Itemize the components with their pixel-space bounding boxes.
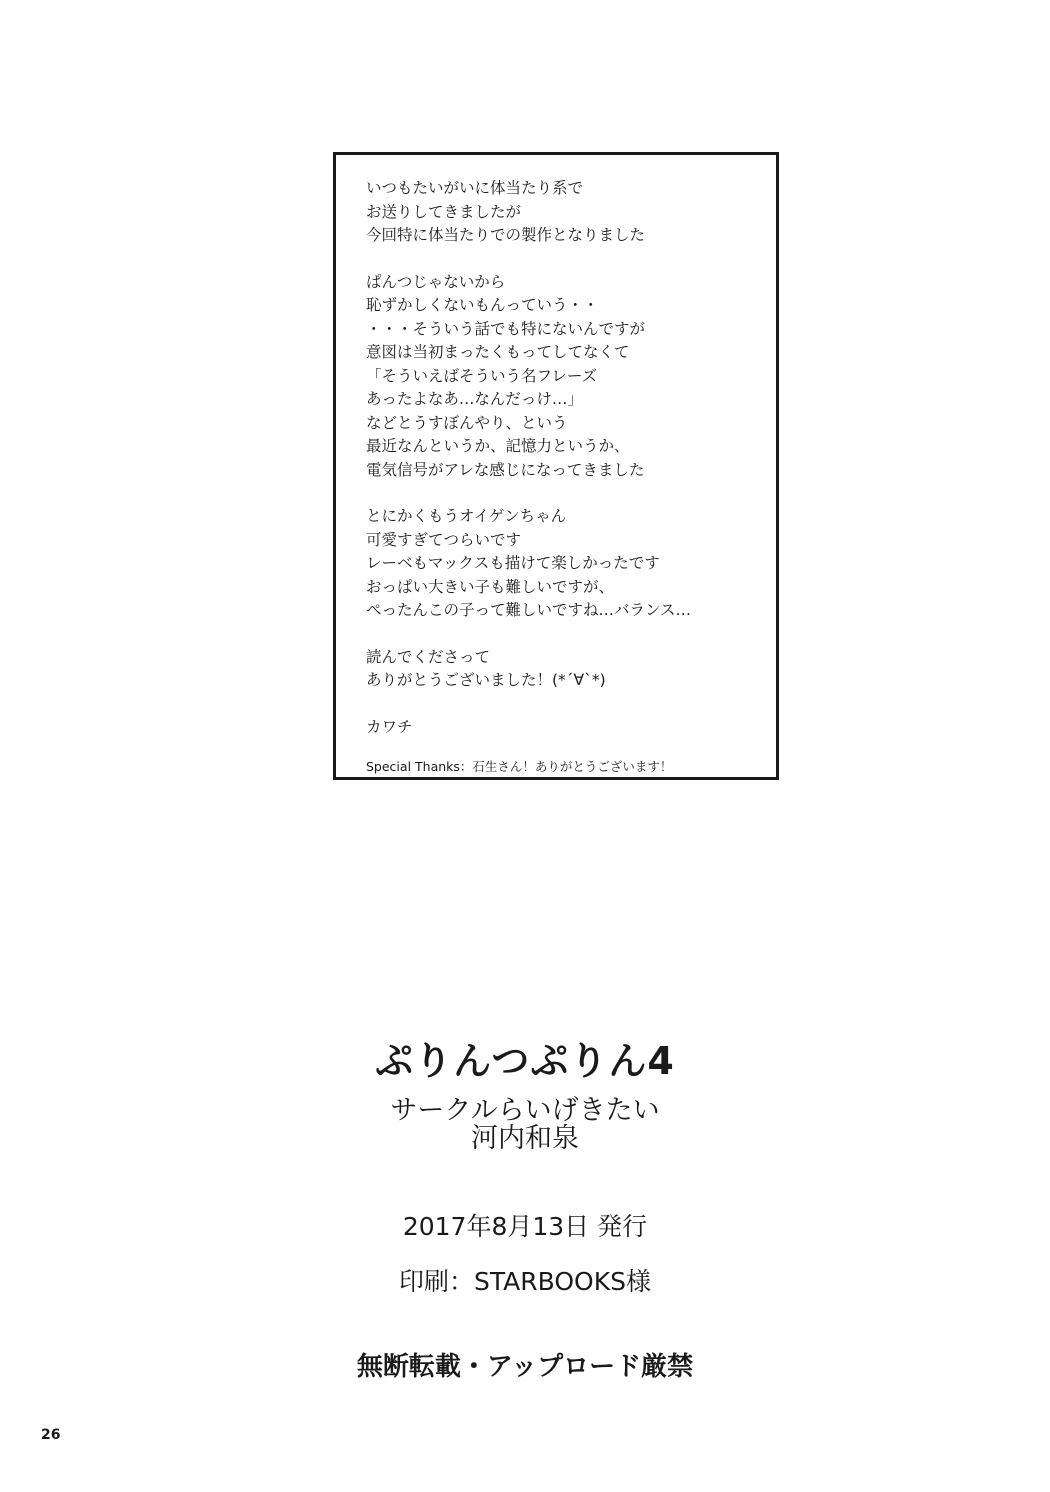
afterword-line: ありがとうございました！(*´∀`*) (366, 671, 606, 689)
afterword-signature: カワチ (366, 717, 413, 736)
afterword-line: おっぱい大きい子も難しいですが、 (366, 577, 615, 596)
special-thanks: Special Thanks：石生さん！ありがとうございます！ (366, 759, 673, 774)
afterword-line: 読んでくださって (366, 647, 491, 666)
copyright-notice: 無断転載・アップロード厳禁 (356, 1352, 694, 1382)
afterword-line: 意図は当初まったくもってしてなくて (366, 343, 630, 361)
afterword-signature-block (366, 716, 766, 740)
afterword-line: などとうすぼんやり、という (366, 413, 568, 432)
afterword-line: お送りしてきましたが (366, 202, 522, 221)
afterword-line: 今回特に体当たりでの製作となりました (366, 226, 646, 244)
afterword-paragraph-3 (366, 505, 766, 623)
afterword-paragraph-4 (366, 646, 766, 693)
afterword-line: レーベもマックスも描けて楽しかったです (366, 554, 660, 572)
afterword-line: 最近なんというか、記憶力というか、 (366, 437, 630, 455)
afterword-line: 「そういえばそういう名フレーズ (366, 366, 598, 385)
afterword-box (333, 152, 779, 780)
afterword-paragraph-2 (366, 271, 766, 483)
printer-credit: 印刷：STARBOOKS様 (398, 1267, 651, 1296)
afterword-line: ぱんつじゃないから (366, 272, 506, 291)
afterword-line: いつもたいがいに体当たり系で (366, 179, 584, 197)
afterword-line: 電気信号がアレな感じになってきました (366, 460, 645, 479)
publication-date: 2017年8月13日 発行 (402, 1212, 648, 1241)
afterword-text (366, 177, 766, 777)
afterword-paragraph-1 (366, 177, 766, 248)
author-name: 河内和泉 (471, 1123, 579, 1154)
book-title: ぷりんつぷりん4 (375, 1039, 675, 1083)
afterword-line: ぺったんこの子って難しいですね…バランス… (366, 601, 692, 619)
afterword-line: ・・・そういう話でも特にないんですが (366, 319, 646, 338)
circle-name: サークルらいげきたい (390, 1095, 660, 1126)
page-number: 26 (41, 1427, 61, 1443)
afterword-line: あったよなあ…なんだっけ…」 (366, 390, 583, 408)
afterword-line: 恥ずかしくないもんっていう・・ (366, 296, 599, 314)
afterword-line: 可愛すぎてつらいです (366, 530, 522, 549)
afterword-line: とにかくもうオイゲンちゃん (366, 507, 567, 525)
